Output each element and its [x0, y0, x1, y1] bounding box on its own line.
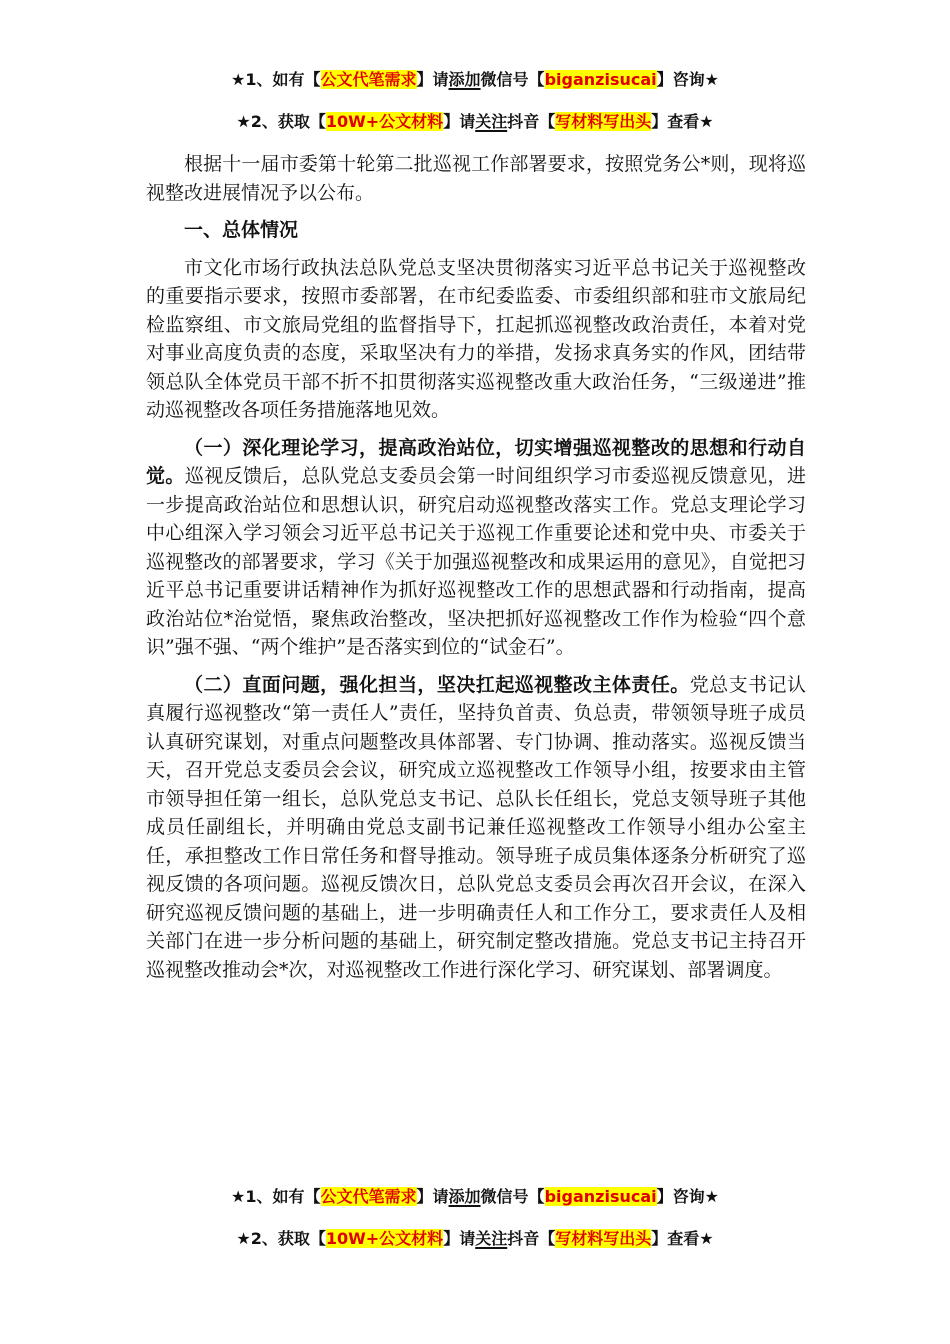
banner-text: ★2、获取【 [236, 112, 326, 131]
banner-text: 抖音【 [507, 1229, 556, 1248]
item-1-lead: （一）深化理论学习，提高政治站位，切实增强巡视整改的思想和行动自觉。 [146, 436, 806, 487]
section-heading: 一、总体情况 [184, 219, 299, 241]
banner-underlined: 关注 [475, 1229, 508, 1248]
banner-wechat-id: biganzisucai [544, 70, 657, 89]
item-1-paragraph [146, 434, 806, 662]
banner-text: 】请 [443, 112, 476, 131]
banner-underlined: 关注 [475, 112, 508, 131]
document-body [146, 150, 806, 993]
bottom-banner-line-2 [0, 1228, 950, 1250]
bottom-banner-line-1 [0, 1186, 950, 1208]
banner-highlight: 10W+公文材料 [325, 1229, 444, 1248]
banner-text: 】请 [416, 70, 449, 89]
banner-text: 】咨询★ [656, 70, 719, 89]
item-2-body: 党总支书记认真履行巡视整改“第一责任人”责任，坚持负首责、负总责，带领领导班子成员认真研究谋划，对重点问题整改具体部署、专门协调、推动落实。巡视反馈当天，召开党总支委员会会议，研究成立巡视整改工作领导小组，按要求由主管市领导担任第一组长，总队党总支书记、总队长任组长，党总支领导班子其他成员任副组长，并明确由党总支副书记兼任巡视整改工作领导小组办公室主任，承担整改工作日常任务和督导推动。领导班子成员集体逐条分析研究了巡视反馈的各项问题。巡视反馈次日，总队党总支委员会再次召开会议，在深入研究巡视反馈问题的基础上，进一步明确责任人和工作分工，要求责任人及相关部门在进一步分析问题的基础上，研究制定整改措施。党总支书记主持召开巡视整改推动会*次，对巡视整改工作进行深化学习、研究谋划、部署调度。 [146, 673, 806, 981]
banner-text: 】请 [443, 1229, 476, 1248]
banner-douyin-id: 写材料写出头 [555, 1229, 652, 1248]
item-1-body: 巡视反馈后，总队党总支委员会第一时间组织学习市委巡视反馈意见，进一步提高政治站位和思想认识，研究启动巡视整改落实工作。党总支理论学习中心组深入学习领会习近平总书记关于巡视工作重要论述和党中央、市委关于巡视整改的部署要求，学习《关于加强巡视整改和成果运用的意见》，自觉把习近平总书记重要讲话精神作为抓好巡视整改工作的思想武器和行动指南，提高政治站位*治觉悟，聚焦政治整改，坚决把抓好巡视整改工作作为检验“四个意识”强不强、“两个维护”是否落实到位的“试金石”。 [146, 465, 806, 658]
overview-paragraph: 市文化市场行政执法总队党总支坚决贯彻落实习近平总书记关于巡视整改的重要指示要求，按照市委部署，在市纪委监委、市委组织部和驻市文旅局纪检监察组、市文旅局党组的监督指导下，扛起抓巡视整改政治责任，本着对党对事业高度负责的态度，采取坚决有力的举措，发扬求真务实的作风，团结带领总队全体党员干部不折不扣贯彻落实巡视整改重大政治任务，“三级递进”推动巡视整改各项任务措施落地见效。 [146, 256, 806, 421]
banner-text: 】查看★ [651, 112, 714, 131]
banner-underlined: 添加 [448, 70, 481, 89]
item-2-lead: （二）直面问题，强化担当，坚决扛起巡视整改主体责任。 [184, 673, 690, 696]
banner-highlight: 10W+公文材料 [325, 112, 444, 131]
banner-wechat-id: biganzisucai [544, 1187, 657, 1206]
banner-highlight: 公文代笔需求 [320, 1187, 417, 1206]
banner-text: 】咨询★ [656, 1187, 719, 1206]
banner-text: 】查看★ [651, 1229, 714, 1248]
banner-text: 微信号【 [480, 1187, 545, 1206]
top-banner-line-2 [0, 111, 950, 133]
banner-underlined: 添加 [448, 1187, 481, 1206]
banner-text: 微信号【 [480, 70, 545, 89]
banner-text: ★2、获取【 [236, 1229, 326, 1248]
top-banner-line-1 [0, 69, 950, 91]
intro-paragraph: 根据十一届市委第十轮第二批巡视工作部署要求，按照党务公*则，现将巡视整改进展情况予以公布。 [146, 153, 806, 204]
banner-highlight: 公文代笔需求 [320, 70, 417, 89]
banner-text: ★1、如有【 [231, 1187, 321, 1206]
banner-douyin-id: 写材料写出头 [555, 112, 652, 131]
banner-text: ★1、如有【 [231, 70, 321, 89]
banner-text: 】请 [416, 1187, 449, 1206]
item-2-paragraph [146, 671, 806, 985]
banner-text: 抖音【 [507, 112, 556, 131]
